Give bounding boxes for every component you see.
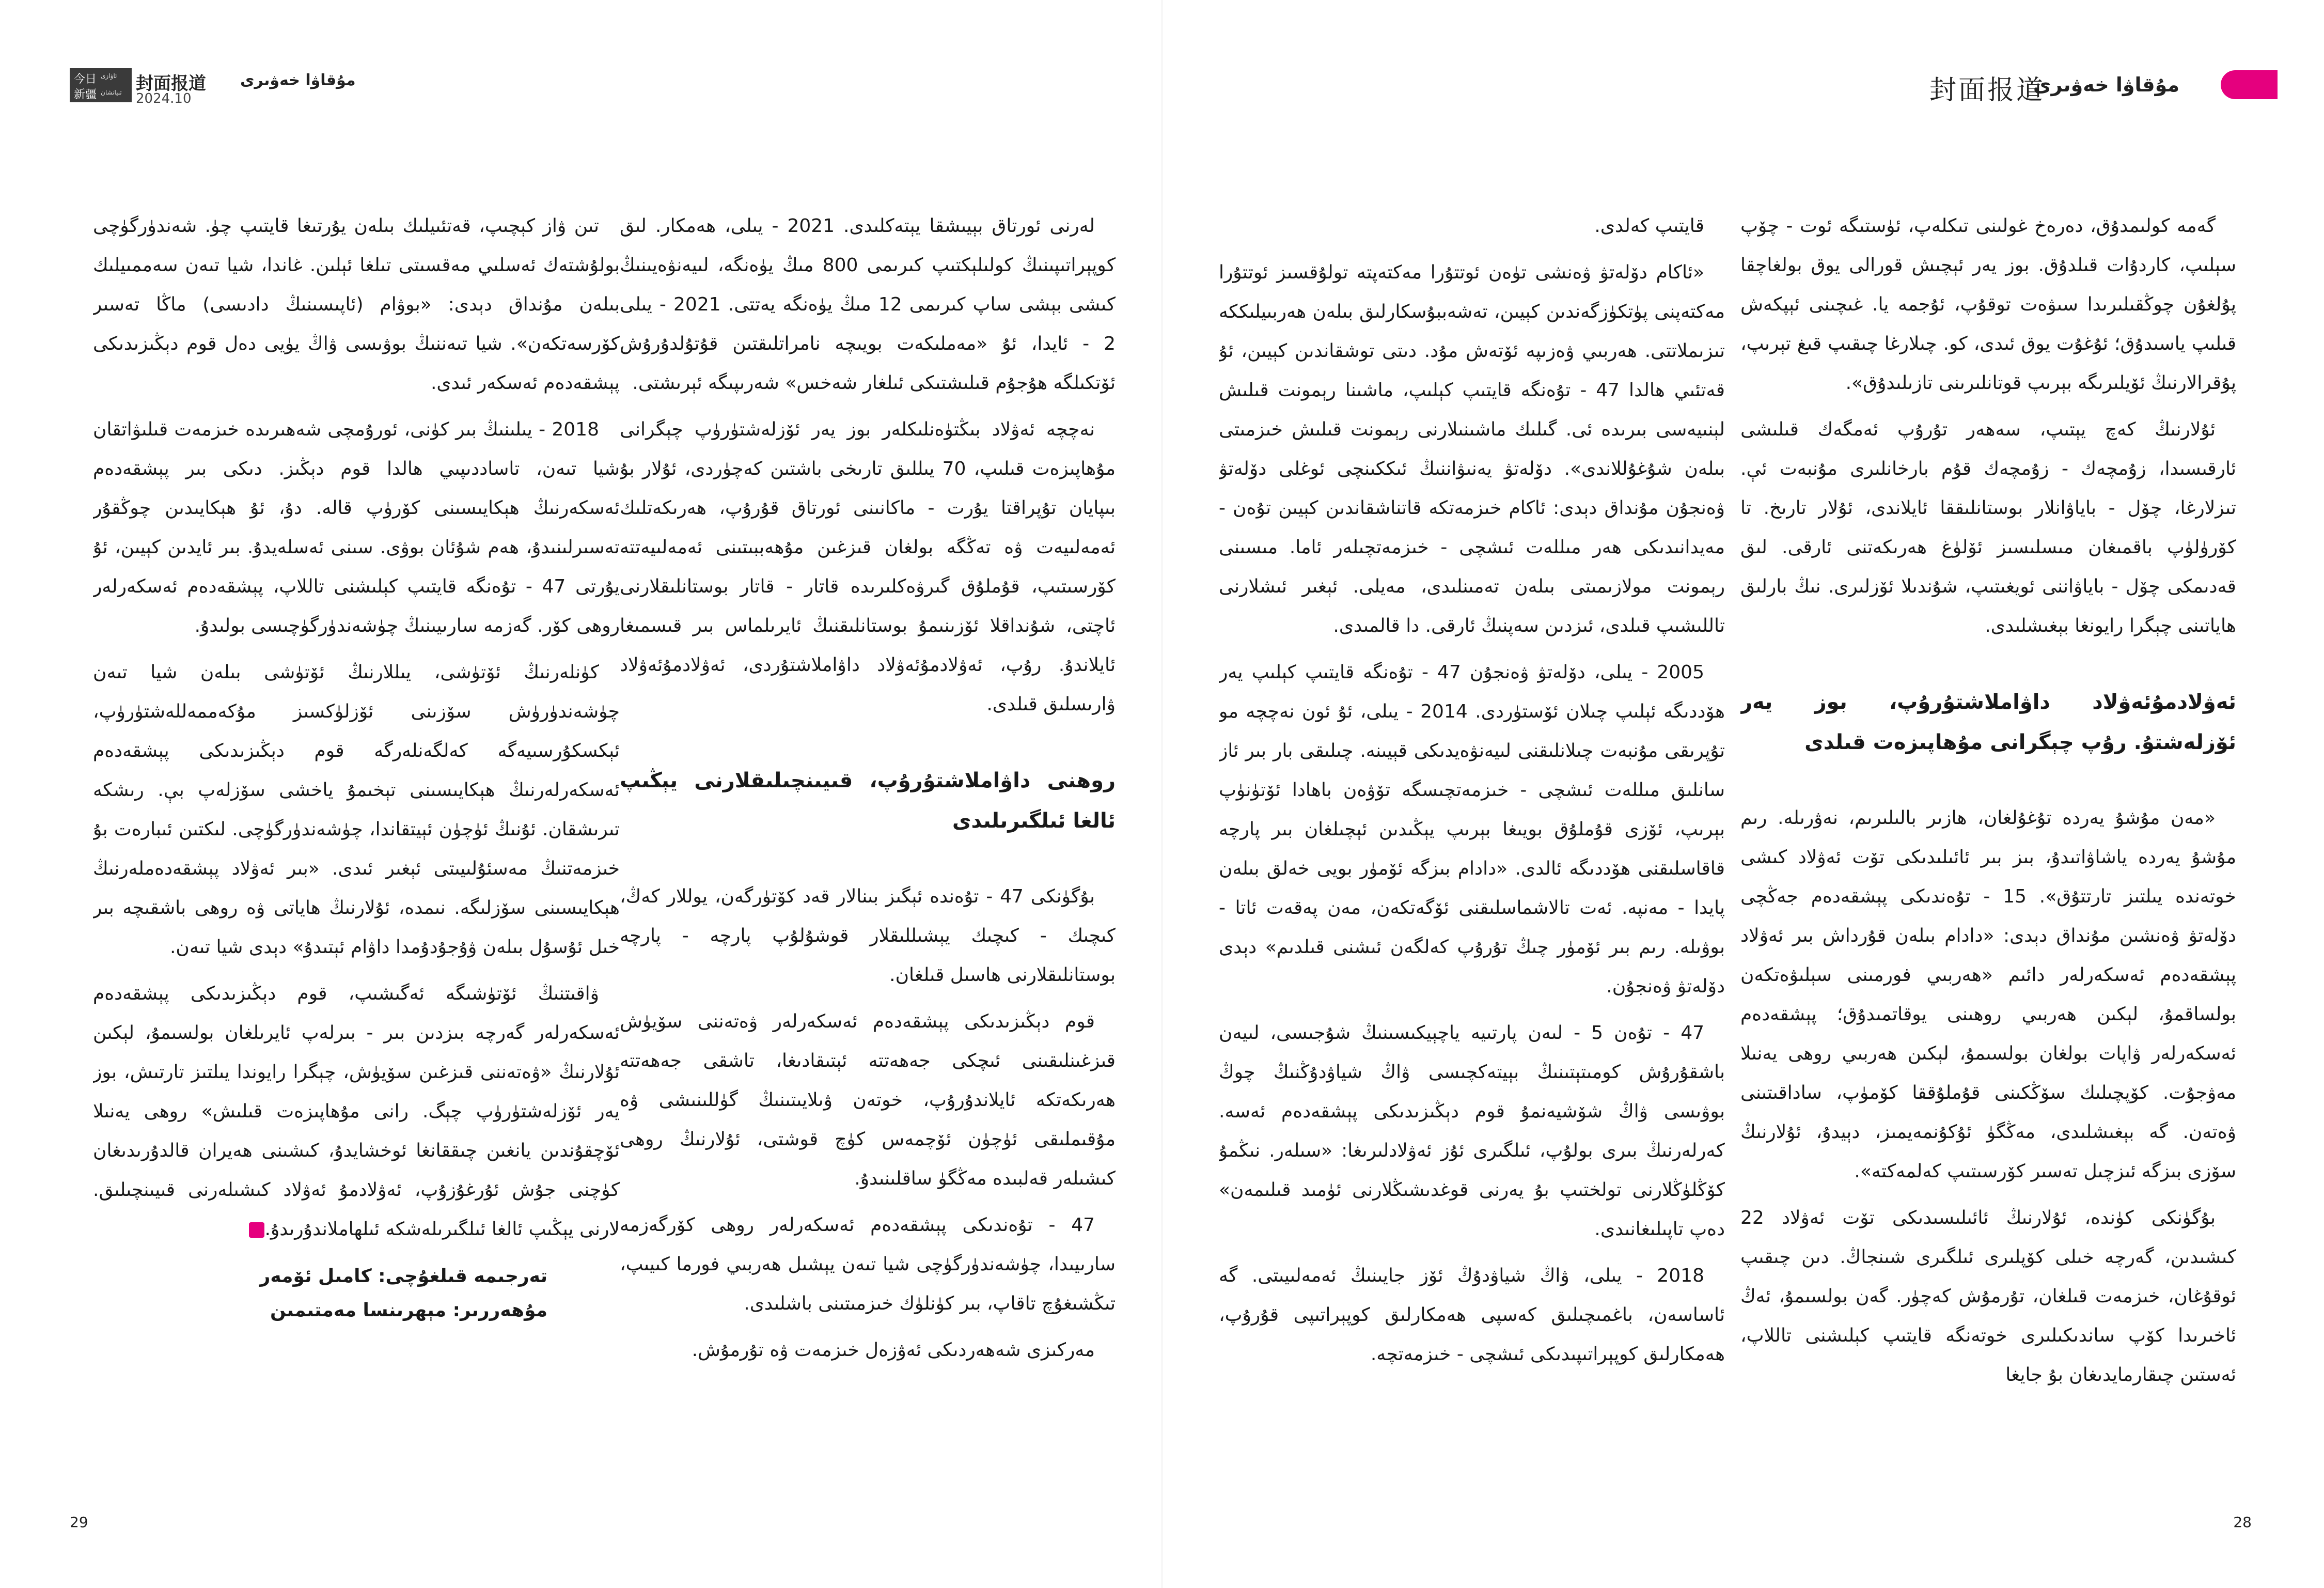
paragraph: «مەن مۇشۇ يەردە تۇغۇلغان، ھازىر بالىلىرىم، نەۋرىلە. رىم مۇشۇ يەردە ياشاۋاتىدۇ، بىز بىر ئائىلىدىكى تۆت ئەۋلاد كىشى خوتەندە يىلتىز تارتتۇق». 15 - تۇەندىكى پېشقەدەم جەڭچى دۆلەتۋ ۋەنشىن مۇنداق دېدى: «دادام بىلەن قۇرداش بىر ئەۋلاد پېشقەدەم ئەسكەرلەر دائىم «ھەربىي فورمىنى سېلىۋەتكەن بولساقمۇ، لېكىن ھەربىي روھىنى يوقاتمىدۇق؛ پېشقەدەم ئەسكەرلەر ۋاپات بولغان بولسىمۇ، لېكىن ھەربىي روھى يەنىلا مەۋجۇت. كۆپچىلىك سۆڭكىنى قۇملۇققا كۆمۈپ، ساداقىتىنى ۋەتەن. گە بېغىشلىدى، مەڭگۈ ئۇكۇنمەيمىز، دېيدۇ، ئۇلارنىڭ سۆزى بىزگە ئىزچىل تەسىر كۆرسىتىپ كەلمەكتە».	[1740, 807, 2236, 1182]
right-header	[1813, 62, 2278, 106]
paragraph: 47 - تۇەندىكى پېشقەدەم ئەسكەرلەر روھى كۆرگەزمە سارىيىدا، چۈشەندۈرگۈچى شيا تىەن يېشىل ھەربىي فورما كىيىپ، تىڭشىغۇچ تاقاپ، بىر كۈنلۈك خىزمىتىنى باشلىدى.	[620, 1215, 1116, 1314]
page-number-right: 28	[2233, 1514, 2252, 1531]
section-heading: ئەۋلادمۇئەۋلاد داۋاملاشتۇرۇپ، بوز يەر ئۆزلەشتۇ. رۇپ چېگرانى مۇھاپىزەت قىلدى	[1740, 690, 2236, 754]
section-heading: روھنى داۋاملاشتۇرۇپ، قىيىنچىلىقلارنى يېڭىپ ئالغا ئىلگىرىلىدى	[620, 769, 1116, 833]
section-title-chinese: 封面报道	[136, 73, 206, 94]
paragraph: بۇگۈنكى 47 - تۇەندە ئېگىز بىنالار قەد كۆتۈرگەن، يوللار كەڭ، كىچىك - كىچىك يېشىللىقلار قوشۇلۇپ پارچە - پارچە بوستانلىقلارنى ھاسىل قىلغان.	[620, 886, 1116, 986]
logo-text-bottom: 新疆	[74, 88, 97, 101]
paragraph: «ئاكام دۆلەتۋ ۋەنشى تۈەن ئوتتۇرا مەكتەپتە تولۇقسىز ئوتتۇرا مەكتەپنى پۈتكۈزگەندىن كېيىن، تەشەببۇسكارلىق بىلەن ھەربىيلىككە تىزىملاتتى. ھەربىي ۋەزىپە ئۆتەش مۇد. دىتى توشقاندىن كېيىن، ئۇ قەتئىي ھالدا 47 - تۇەنگە قايتىپ كېلىپ، ماشىنا رېمونت قىلىش لېنىيەسى بىرىدە ئى. گىلىك ماشىنىلارنى رېمونت قىلىش خىزمىتى بىلەن شۇغۇللاندى». دۆلەتۋ يەنىۋاننىڭ ئىككىنچى ئوغلى دۆلەتۋ ۋەنجۇن مۇنداق دېدى: ئاكام خىزمەتكە قاتناشقاندىن كېيىن تۇەن - مەيدانىدىكى ھەر مىللەت ئىشچى - خىزمەتچىلەر ئاما. مىسىنى رېمونت مولازىمىتى بىلەن تەمىنلىدى، مەيلى. ئېغىر ئىشلارنى تاللىشىپ قىلدى، ئىزدىن سەپنىڭ ئارقى. دا قالمىدى.	[1219, 262, 1725, 636]
page-number-left: 29	[70, 1514, 88, 1531]
text-column-4	[1740, 207, 2236, 1508]
paragraph: نەچچە ئەۋلاد بىڭتۈەنلىكلەر بوز يەر ئۆزلەشتۈرۈپ چېگرانى مۇھاپىزەت قىلىپ، 70 يىللىق تارىخى باشتىن كەچۈردى، ئۇلار بۇ بىپايان تۇپراقتا يۇرت - ماكانىنى ئورتاق قۇرۇپ، ھەرىكەتلىك ئەمەلىيەت ۋە تەڭگە بولغان قىزغىن مۇھەببىتىنى ئەمەلىيەتتە كۆرسىتىپ، قۇملۇق گىرۋەكلىرىدە قاتار - قاتار بوستانلىقلارنى ئاچتى، شۇنداقلا ئۆزىنىمۇ بوستانلىقنىڭ ئايرىلماس بىر قىسمىغا ئايلاندۇ. رۇپ، ئەۋلادمۇئەۋلاد داۋاملاشتۇردى، ئەۋلادمۇئەۋلاد ۋارىسلىق قىلدى.	[620, 419, 1116, 715]
paragraph: قوم دېڭىزىدىكى پېشقەدەم ئەسكەرلەر ۋەتەننى سۆيۈش قىزغىنلىقىنى ئىچكى جەھەتتە ئېتىقادىغا، تاشقى جەھەتتە ھەرىكەتكە ئايلاندۇرۇپ، خوتەن ۋىلايىتىنىڭ گۈللىنىشى ۋە مۇقىملىقى ئۈچۈن ئۆچمەس كۈچ قوشتى، ئۇلارنىڭ روھى كىشىلەر قەلبىدە مەڭگۈ ساقلىنىدۇ.	[620, 1011, 1116, 1189]
paragraph: كۈنلەرنىڭ ئۆتۈشى، يىللارنىڭ ئۆتۈشى بىلەن شيا تىەن چۈشەندۈرۈش سۆزىنى ئۆزلۈكسىز مۇكەممەللەشتۈرۈپ، ئېكسكۇرسىيەگە كەلگەنلەرگە قوم دېڭىزىدىكى پېشقەدەم ئەسكەرلەرنىڭ ھېكايىسىنى تېخىمۇ ياخشى سۆزلەپ بې. رىشكە تىرىشقان. ئۇنىڭ ئۈچۈن ئېيتقاندا، چۈشەندۈرگۈچى. لىكتىن ئىبارەت بۇ خىزمەتنىڭ مەسئۇلىيىتى ئېغىر ئىدى. «بىر ئەۋلاد پېشقەدەملەرنىڭ ھېكايىسىنى سۆزلىگە. نىمدە، ئۇلارنىڭ ھاياتى ۋە روھى باشقىچە بىر خىل ئۇسۇل بىلەن ۋۇجۇدۇمدا داۋام ئېتىدۇ» دېدى شيا تىەن.	[93, 662, 620, 958]
paragraph: بۇگۈنكى كۈندە، ئۇلارنىڭ ئائىلىسىدىكى تۆت ئەۋلاد 22 كىشىدىن، گەرچە خىلى كۆپلىرى ئىلگىرى شىنجاڭ. دىن چىقىپ ئوقۇغان، خىزمەت قىلغان، تۇرمۇش كەچۈر. گەن بولسىمۇ، ئەڭ ئاخىرىدا كۆپ ساندىكىلىرى خوتەنگە قايتىپ كېلىشنى تاللاپ، ئەستىن چىقارمايدىغان بۇ جايغا	[1740, 1207, 2236, 1385]
section-title-chinese-right: 封面报道	[1929, 75, 2045, 106]
section-accent-bar	[2221, 70, 2278, 99]
paragraph: 2018 - يىلى، ۋاڭ شياۋدۇڭ ئۆز جايىنىڭ ئەمەلىيىتى. گە ئاساسەن، باغمىچىلىق كەسپى ھەمكارلىق كوپېراتىپى قۇرۇپ، ھەمكارلىق كوپېراتىپىدىكى ئىشچى - خىزمەتچە.	[1219, 1265, 1725, 1365]
magazine-logo	[70, 68, 132, 102]
section-title-uyghur: مۇقاۋا خەۋىرى	[240, 71, 356, 89]
article-credits	[93, 1259, 620, 1328]
paragraph: مەركىزى شەھەردىكى ئەۋزەل خىزمەت ۋە تۇرمۇش.	[692, 1340, 1095, 1361]
logo-small-top: ئاۋازى	[101, 72, 117, 80]
paragraph: تىن ۋاز كېچىپ، قەتئىيلىك بىلەن يۇرتىغا قايتىپ چۈ. شەندۈرگۈچى بولۇشتەك ئەسلىي مەقسىتى تىلغا ئېلىن. غاندا، شيا تىەن سەممىيلىك بىلەن مۇنداق دېدى: «بوۋام (ئاپىسىنىڭ دادىسى) ماڭا تەسىر كۆرسەتكەن». شيا تىەننىڭ بوۋىسى ۋاڭ يۈيى دەل قوم دېڭىزىدىكى پېشقەدەم ئەسكەر ئىدى.	[93, 215, 620, 394]
paragraph: گەمە كولىمدۇق، دەرەخ غولىنى تىكلەپ، ئۈستىگە ئوت - چۆپ سېلىپ، كاردۇات قىلدۇق. بوز يەر ئېچىش قورالى يوق بولغاچقا پۇلغۇن چوڭقىلىرىدا سىۋەت توقۇپ، ئۇجمە يا. غىچىنى ئېپكەش قىلىپ ياسىدۇق؛ ئۇغۇت يوق ئىدى، كو. چىلارغا چىقىپ قىغ تېرىپ، پۇقرالارنىڭ ئۆيلىرىگە بېرىپ قوتانلىرىنى تازىلىدۇق».	[1740, 215, 2236, 394]
paragraph-last	[93, 974, 620, 1249]
paragraph-text: ۋاقىتنىڭ ئۆتۈشىگە ئەگىشىپ، قوم دېڭىزىدىكى پېشقەدەم ئەسكەرلەر گەرچە بىزدىن بىر - بىرلەپ ئايرىلغان بولسىمۇ، لېكىن ئۇلارنىڭ «ۋەتەننى قىزغىن سۆيۈش، چېگرا رايوندا يىلتىز تارتىش، بوز يەر ئۆزلەشتۈرۈپ چېگ. رانى مۇھاپىزەت قىلىش» روھى يەنىلا ئۆچقۇندىن يانغىن چىققانغا ئوخشايدۇ، كىشىنى ھەيران قالدۇرىدىغان كۈچنى جۇش ئۇرغۇزۇپ، ئەۋلادمۇ ئەۋلاد كىشىلەرنى قىيىنچىلىق. لارنى يېڭىپ ئالغا ئىلگىرىلەشكە ئىلھاملاندۇرىدۇ.	[93, 983, 620, 1240]
text-column-2	[620, 207, 1116, 1508]
text-column-3	[1219, 207, 1725, 1508]
text-column-1	[93, 207, 620, 1508]
paragraph: 47 - تۇەن 5 - لىەن پارتىيە ياچېيكىسىنىڭ شۇجىسى، لىيەن باشقۇرۇش كومىتېتىنىڭ بېيتەكچىسى ۋاڭ شياۋدۇڭنىڭ چوڭ بوۋىسى ۋاڭ شۆشيەنمۇ قوم دېڭىزىدىكى پېشقەدەم ئەسە. كەرلەرنىڭ بىرى بولۇپ، ئىلگىرى ئۇز ئەۋلادلىرىغا: «سىلەر. نىڭمۇ كۆڭلۈڭلارنى تولختىپ بۇ يەرنى قوغدىشىڭلارنى ئۈمىد قىلىمەن» دەپ تاپىلىغانىدى.	[1219, 1022, 1725, 1240]
page-spine	[1161, 0, 1163, 1588]
translator-credit: تەرجىمە قىلغۇچى: كامىل ئۆمەر	[259, 1266, 547, 1287]
logo-small-bottom: تىيانشان	[101, 89, 122, 96]
paragraph: 2005 - يىلى، دۆلەتۋ ۋەنجۇن 47 - تۇەنگە قايتىپ كېلىپ يەر ھۆددىگە ئېلىپ چىلان ئۆستۈردى. 2014 - يىلى، ئۇ ئون نەچچە مو تۇپرىقى مۇنبەت چىلانلىقنى لىيەنۋەيدىكى قېيىنە. چىلىقى بار بىر ئاز سانلىق مىللەت ئىشچى - خىزمەتچىسگە تۆۋەن باھادا ئۆتۈنۈپ بېرىپ، ئۆزى قۇملۇق بويىغا بېرىپ يېڭىدىن ئېچىلغان بىر پارچە قاقاسلىقنى ھۆددىگە ئالدى. «دادام بىزگە ئۆمۈر بويى خەلق بىلەن پايدا - مەنپە. ئەت تالاشماسلىقنى ئۆگەتكەن، مەن پەقەت ئاتا - بوۋىلە. رىم بىر ئۆمۈر چىڭ تۇرۇپ كەلگەن ئىشنى قىلدىم» دېدى دۆلەتۋ ۋەنجۇن.	[1219, 662, 1725, 997]
issue-date: 2024.10	[136, 91, 192, 106]
paragraph: ئۇلارنىڭ كەچ يېتىپ، سەھەر تۇرۇپ ئەمگەك قىلىشى ئارقىسىدا، زۇمچەك - زۇمچەك قۇم بارخانلىرى مۇنبەت ئې. تىزلارغا، چۆل - باياۋانلار بوستانلىققا ئايلاندى، ئۇلار تارىخ. تا كۆرۈلۈپ باقمىغان مىسلىسىز ئۆلۈغ ھەرىكەتنى ئارقى. لىق قەدىمكى چۆل - باياۋاننى ئويغىتىپ، شۇندىلا ئۆزلىرى. نىڭ بارلىق ھاياتىنى چېگرا رايونغا بېغىشلىدى.	[1740, 419, 2236, 636]
end-of-article-icon: J	[249, 1222, 264, 1238]
editor-credit: مۇھەررىر: مېھرىنسا مەمتىمىن	[270, 1300, 547, 1321]
paragraph: 2018 - يىلىنىڭ بىر كۈنى، ئورۇمچى شەھىرىدە خىزمەت قىلىۋاتقان شيا تىەن، تاساددىپىي ھالدا قوم دېڭىز. دىكى بىر پېشقەدەم ئەسكەرنىڭ ھېكايىسىنى كۆرۈپ قالە. دۇ، ئۇ ھېكايىدىن چوڭقۇر تەسىرلىنىدۇ، ھەم شۇئان بوۋى. سىنى ئەسلەيدۇ. بىر ئايدىن كېيىن، ئۇ يۇرتى 47 - تۇەنگە قايتىپ كېلىشنى تاللاپ، پېشقەدەم ئەسكەرلەر روھى كۆر. گەزمە سارىيىنىڭ چۈشەندۈرگۈچىسى بولىدۇ.	[93, 419, 620, 636]
section-title-uyghur-right: مۇقاۋا خەۋىرى	[2033, 73, 2179, 96]
logo-text-top: 今日	[74, 73, 97, 86]
paragraph: لەرنى ئورتاق بېيىشقا يېتەكلىدى. 2021 - يىلى، ھەمكار. لىق كوپېراتىپىنىڭ كولىلېكتىپ كىرىمى 800 مىڭ يۈەنگە، لىيەنۋەيىنىڭ كىشى بېشى ساپ كىرىمى 12 مىڭ يۈەنگە يەتتى. 2021 - يىلى 2 - ئايدا، ئۇ «مەملىكەت بويىچە نامراتلىقتىن قۇتۇلدۇرۇش ئۆتكىلگە ھۇجۇم قىلىشتىكى ئىلغار شەخس» شەرىپىگە ئېرىشتى.	[620, 215, 1116, 394]
paragraph: قايتىپ كەلدى.	[1594, 215, 1704, 237]
